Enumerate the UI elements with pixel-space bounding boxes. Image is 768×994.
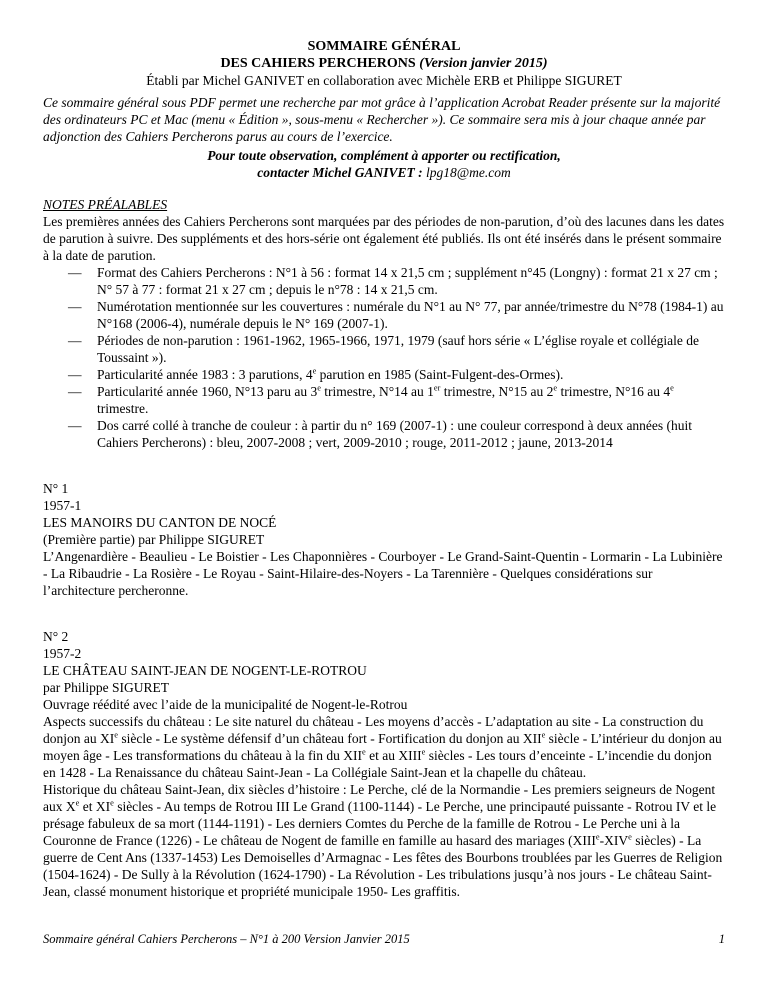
notes-bullet-list: [43, 264, 725, 451]
notes-section: [43, 196, 725, 451]
footer-text: Sommaire général Cahiers Percherons – N°1 à 200 Version Janvier 2015: [43, 932, 410, 946]
entry-year: 1957-2: [43, 646, 82, 661]
title-line-2-version: (Version janvier 2015): [419, 56, 548, 71]
entry-byline: par Philippe SIGURET: [43, 680, 169, 695]
entry-paragraph: Aspects successifs du château : Le site naturel du château - Les moyens d’accès - L’adaptation au site - La construction du donjon au XIe siècle - Le système défensif d’un château fort - Fortification du donjon au XIIe siècle - L’intérieur du donjon au moyen âge - Les transformations du château à la fin du XIIe et au XIIIe siècles - Les tours d’enceinte - L’incendie du donjon en 1428 - La Renaissance du château Saint-Jean - La Collégiale Saint-Jean et la chapelle du château.: [43, 714, 722, 780]
contact-line-2-label: contacter Michel GANIVET :: [257, 165, 426, 180]
entry-title: LES MANOIRS DU CANTON DE NOCÉ: [43, 515, 277, 530]
contact-block: [43, 147, 725, 181]
bullet-item-format: — Format des Cahiers Percherons : N°1 à 56 : format 14 x 21,5 cm ; supplément n°45 (Longny) : format 21 x 27 cm ; N° 57 à 77 : format 21 x 27 cm ; depuis le n°78 : 14 x 21,5 cm.: [43, 264, 725, 298]
bullet-item-1983: — Particularité année 1983 : 3 parutions, 4e parution en 1985 (Saint-Fulgent-des-Ormes).: [43, 366, 725, 383]
bullet-item-numerotation: — Numérotation mentionnée sur les couvertures : numérale du N°1 au N° 77, par année/trimestre du N°78 (1984-1) au N°168 (2006-4), numérale depuis le N° 169 (2007-1).: [43, 298, 725, 332]
entry-note: Ouvrage réédité avec l’aide de la municipalité de Nogent-le-Rotrou: [43, 697, 408, 712]
entry-1: [43, 480, 725, 599]
intro-paragraph: Ce sommaire général sous PDF permet une recherche par mot grâce à l’application Acrobat Reader présente sur la majorité des ordinateurs PC et Mac (menu « Édition », sous-menu « Rechercher »). Ce sommaire sera mis à jour chaque année par adjonction des Cahiers Percherons parus au cours de l’exercice.: [43, 95, 721, 144]
title-line-1: SOMMAIRE GÉNÉRAL: [307, 39, 461, 54]
entry-number: N° 1: [43, 481, 69, 496]
entry-paragraph: L’Angenardière - Beaulieu - Le Boistier - Les Chaponnières - Courboyer - Le Grand-Saint-Quentin - Lormarin - La Lubinière - La Ribaudrie - La Rosière - Le Royau - Saint-Hilaire-des-Noyers - La Tarennière - Quelques considérations sur l’architecture percheronne.: [43, 549, 723, 598]
page-number: 1: [718, 932, 725, 946]
title-line-2: [43, 55, 725, 72]
entry-year: 1957-1: [43, 498, 82, 513]
bullet-item-periodes: — Périodes de non-parution : 1961-1962, 1965-1966, 1971, 1979 (sauf hors série « L’église royale et collégiale de Toussaint »).: [43, 332, 725, 366]
document-header: [43, 38, 725, 89]
title-line-3: Établi par Michel GANIVET en collaboration avec Michèle ERB et Philippe SIGURET: [146, 73, 622, 88]
notes-paragraph: Les premières années des Cahiers Percherons sont marquées par des périodes de non-parution, d’où des lacunes dans les dates de parution à suivre. Des suppléments et des hors-série ont également été publiés. Ils ont été insérés dans le présent sommaire à la date de parution.: [43, 214, 725, 263]
notes-heading: NOTES PRÉALABLES: [43, 197, 168, 212]
bullet-item-dos-carre: — Dos carré collé à tranche de couleur : à partir du n° 169 (2007-1) : une couleur correspond à deux années (huit Cahiers Percherons) : bleu, 2007-2008 ; vert, 2009-2010 ; rouge, 2011-2012 ; jaune, 2013-2014: [43, 417, 725, 451]
title-line-2-main: DES CAHIERS PERCHERONS: [220, 56, 420, 71]
entry-2: [43, 628, 725, 900]
contact-email: lpg18@me.com: [425, 165, 511, 180]
page-footer: [43, 931, 725, 948]
entry-title: LE CHÂTEAU SAINT-JEAN DE NOGENT-LE-ROTROU: [43, 663, 367, 678]
entry-byline: (Première partie) par Philippe SIGURET: [43, 532, 265, 547]
contact-line-1: Pour toute observation, complément à apporter ou rectification,: [207, 148, 561, 163]
entry-paragraph: Historique du château Saint-Jean, dix siècles d’histoire : Le Perche, clé de la Normandie - Les premiers seigneurs de Nogent aux Xe et XIe siècles - Au temps de Rotrou III Le Grand (1100-1144) - Le Perche, une principauté puissante - Rotrou IV et le présage fabuleux de sa mort (1144-1191) - Les derniers Comtes du Perche de la famille de Rotrou - Le Perche uni à la Couronne de France (1226) - Le château de Nogent de famille en famille au hasard des mariages (XIIIe-XIVe siècles) - La guerre de Cent Ans (1337-1453) Les Demoiselles d’Armagnac - Les fêtes des Bourbons troublées par les Guerres de Religion (1504-1624) - De Sully à la Révolution (1624-1790) - La Révolution - Les tribulations jusqu’à nos jours - Le château Saint-Jean, classé monument historique et propriété municipale 1950- Les graffitis.: [43, 782, 723, 899]
entry-number: N° 2: [43, 629, 69, 644]
bullet-item-1960: — Particularité année 1960, N°13 paru au 3e trimestre, N°14 au 1er trimestre, N°15 au 2e trimestre, N°16 au 4e trimestre.: [43, 383, 725, 417]
contact-line-2: [43, 164, 725, 181]
